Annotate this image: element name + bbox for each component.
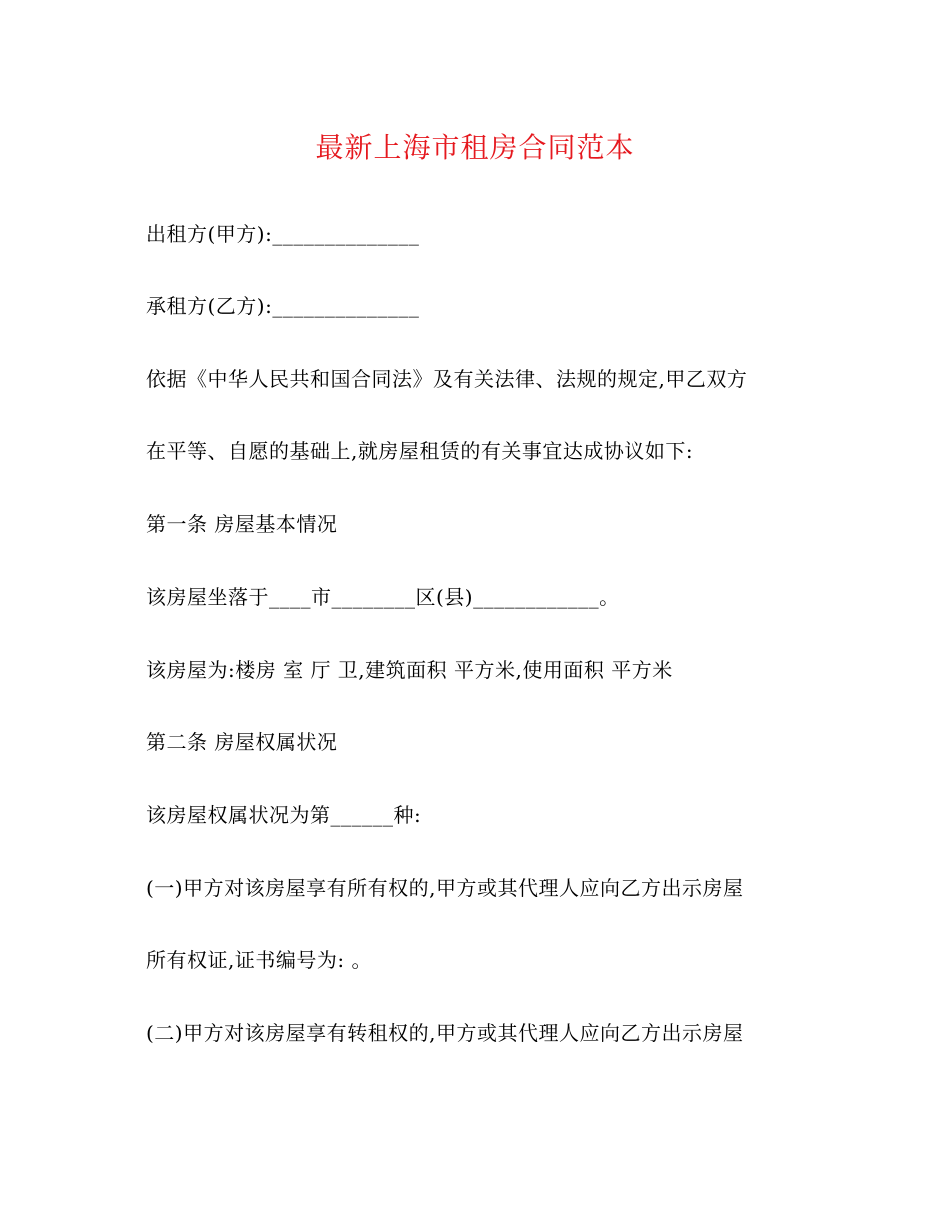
ownership-clause-1-line-2: 所有权证,证书编号为: 。 xyxy=(146,948,372,972)
lessee-line: 承租方(乙方):______________ xyxy=(146,294,420,318)
paragraph-basis-line-2: 在平等、自愿的基础上,就房屋租赁的有关事宜达成协议如下: xyxy=(146,439,694,463)
paragraph-basis-line-1: 依据《中华人民共和国合同法》及有关法律、法规的规定,甲乙双方 xyxy=(146,367,748,391)
ownership-status-line: 该房屋权属状况为第______种: xyxy=(146,803,422,827)
ownership-clause-2-line-1: (二)甲方对该房屋享有转租权的,甲方或其代理人应向乙方出示房屋 xyxy=(146,1021,744,1045)
ownership-clause-1-line-1: (一)甲方对该房屋享有所有权的,甲方或其代理人应向乙方出示房屋 xyxy=(146,876,744,900)
document-title: 最新上海市租房合同范本 xyxy=(315,131,635,164)
property-type-line: 该房屋为:楼房 室 厅 卫,建筑面积 平方米,使用面积 平方米 xyxy=(146,658,673,682)
article-1-heading: 第一条 房屋基本情况 xyxy=(146,512,338,536)
lessor-line: 出租方(甲方):______________ xyxy=(146,222,420,246)
property-location-line: 该房屋坐落于____市________区(县)____________。 xyxy=(146,585,620,609)
article-2-heading: 第二条 房屋权属状况 xyxy=(146,730,338,754)
